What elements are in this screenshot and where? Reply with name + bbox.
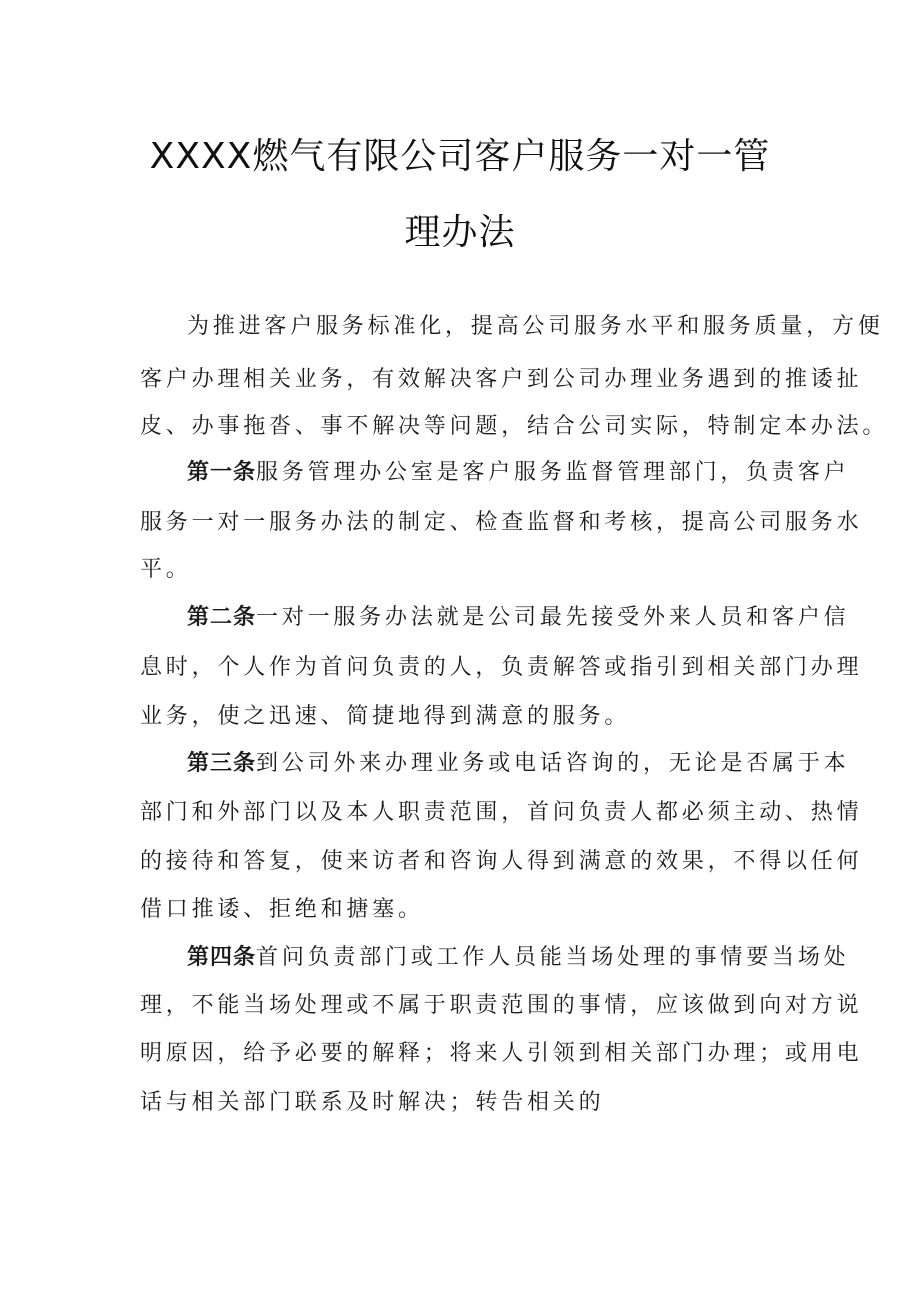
- article-1-lead: 第一条: [187, 460, 257, 485]
- article-4-lead: 第四条: [187, 945, 257, 970]
- intro-line-2: 客户办理相关业务，有效解决客户到公司办理业务遇到的推诿扯: [140, 367, 863, 392]
- article-3-line-4: 借口推诿、拒绝和搪塞。: [140, 897, 424, 922]
- article-3-text-1: 到公司外来办理业务或电话咨询的，无论是否属于本: [256, 751, 850, 776]
- article-3-line-2: 部门和外部门以及本人职责范围，首问负责人都必须主动、热情: [140, 800, 863, 825]
- article-3-line-3: 的接待和答复，使来访者和咨询人得到满意的效果，不得以任何: [140, 849, 863, 874]
- article-4-text-1: 首问负责部门或工作人员能当场处理的事情要当场处: [256, 945, 850, 970]
- article-3-line-1: [187, 749, 867, 779]
- article-4-line-1: [187, 943, 867, 973]
- document-title-line-2: 理办法: [404, 212, 516, 253]
- article-2-line-1: [187, 603, 867, 633]
- article-2-line-2: 息时，个人作为首问负责的人，负责解答或指引到相关部门办理: [140, 655, 863, 680]
- article-1-text-1: 服务管理办公室是客户服务监督管理部门，负责客户: [256, 460, 850, 485]
- article-1-line-3: 平。: [140, 557, 192, 582]
- intro-line-3: 皮、办事拖沓、事不解决等问题，结合公司实际，特制定本办法。: [140, 414, 889, 439]
- article-2-lead: 第二条: [187, 605, 257, 630]
- article-2-text-1: 一对一服务办法就是公司最先接受外来人员和客户信: [256, 605, 850, 630]
- article-3-lead: 第三条: [187, 751, 257, 776]
- article-4-line-3: 明原因，给予必要的解释；将来人引领到相关部门办理；或用电: [140, 1041, 863, 1066]
- article-1-line-2: 服务一对一服务办法的制定、检查监督和考核，提高公司服务水: [140, 510, 863, 535]
- article-4-line-2: 理，不能当场处理或不属于职责范围的事情，应该做到向对方说: [140, 993, 863, 1018]
- article-1-line-1: [187, 458, 867, 488]
- article-2-line-3: 业务，使之迅速、简捷地得到满意的服务。: [140, 704, 631, 729]
- document-title-line-1: XXXX燃气有限公司客户服务一对一管: [149, 136, 771, 177]
- intro-line-1: 为推进客户服务标准化，提高公司服务水平和服务质量，方便: [187, 314, 884, 339]
- article-4-line-4: 话与相关部门联系及时解决；转告相关的: [140, 1090, 605, 1115]
